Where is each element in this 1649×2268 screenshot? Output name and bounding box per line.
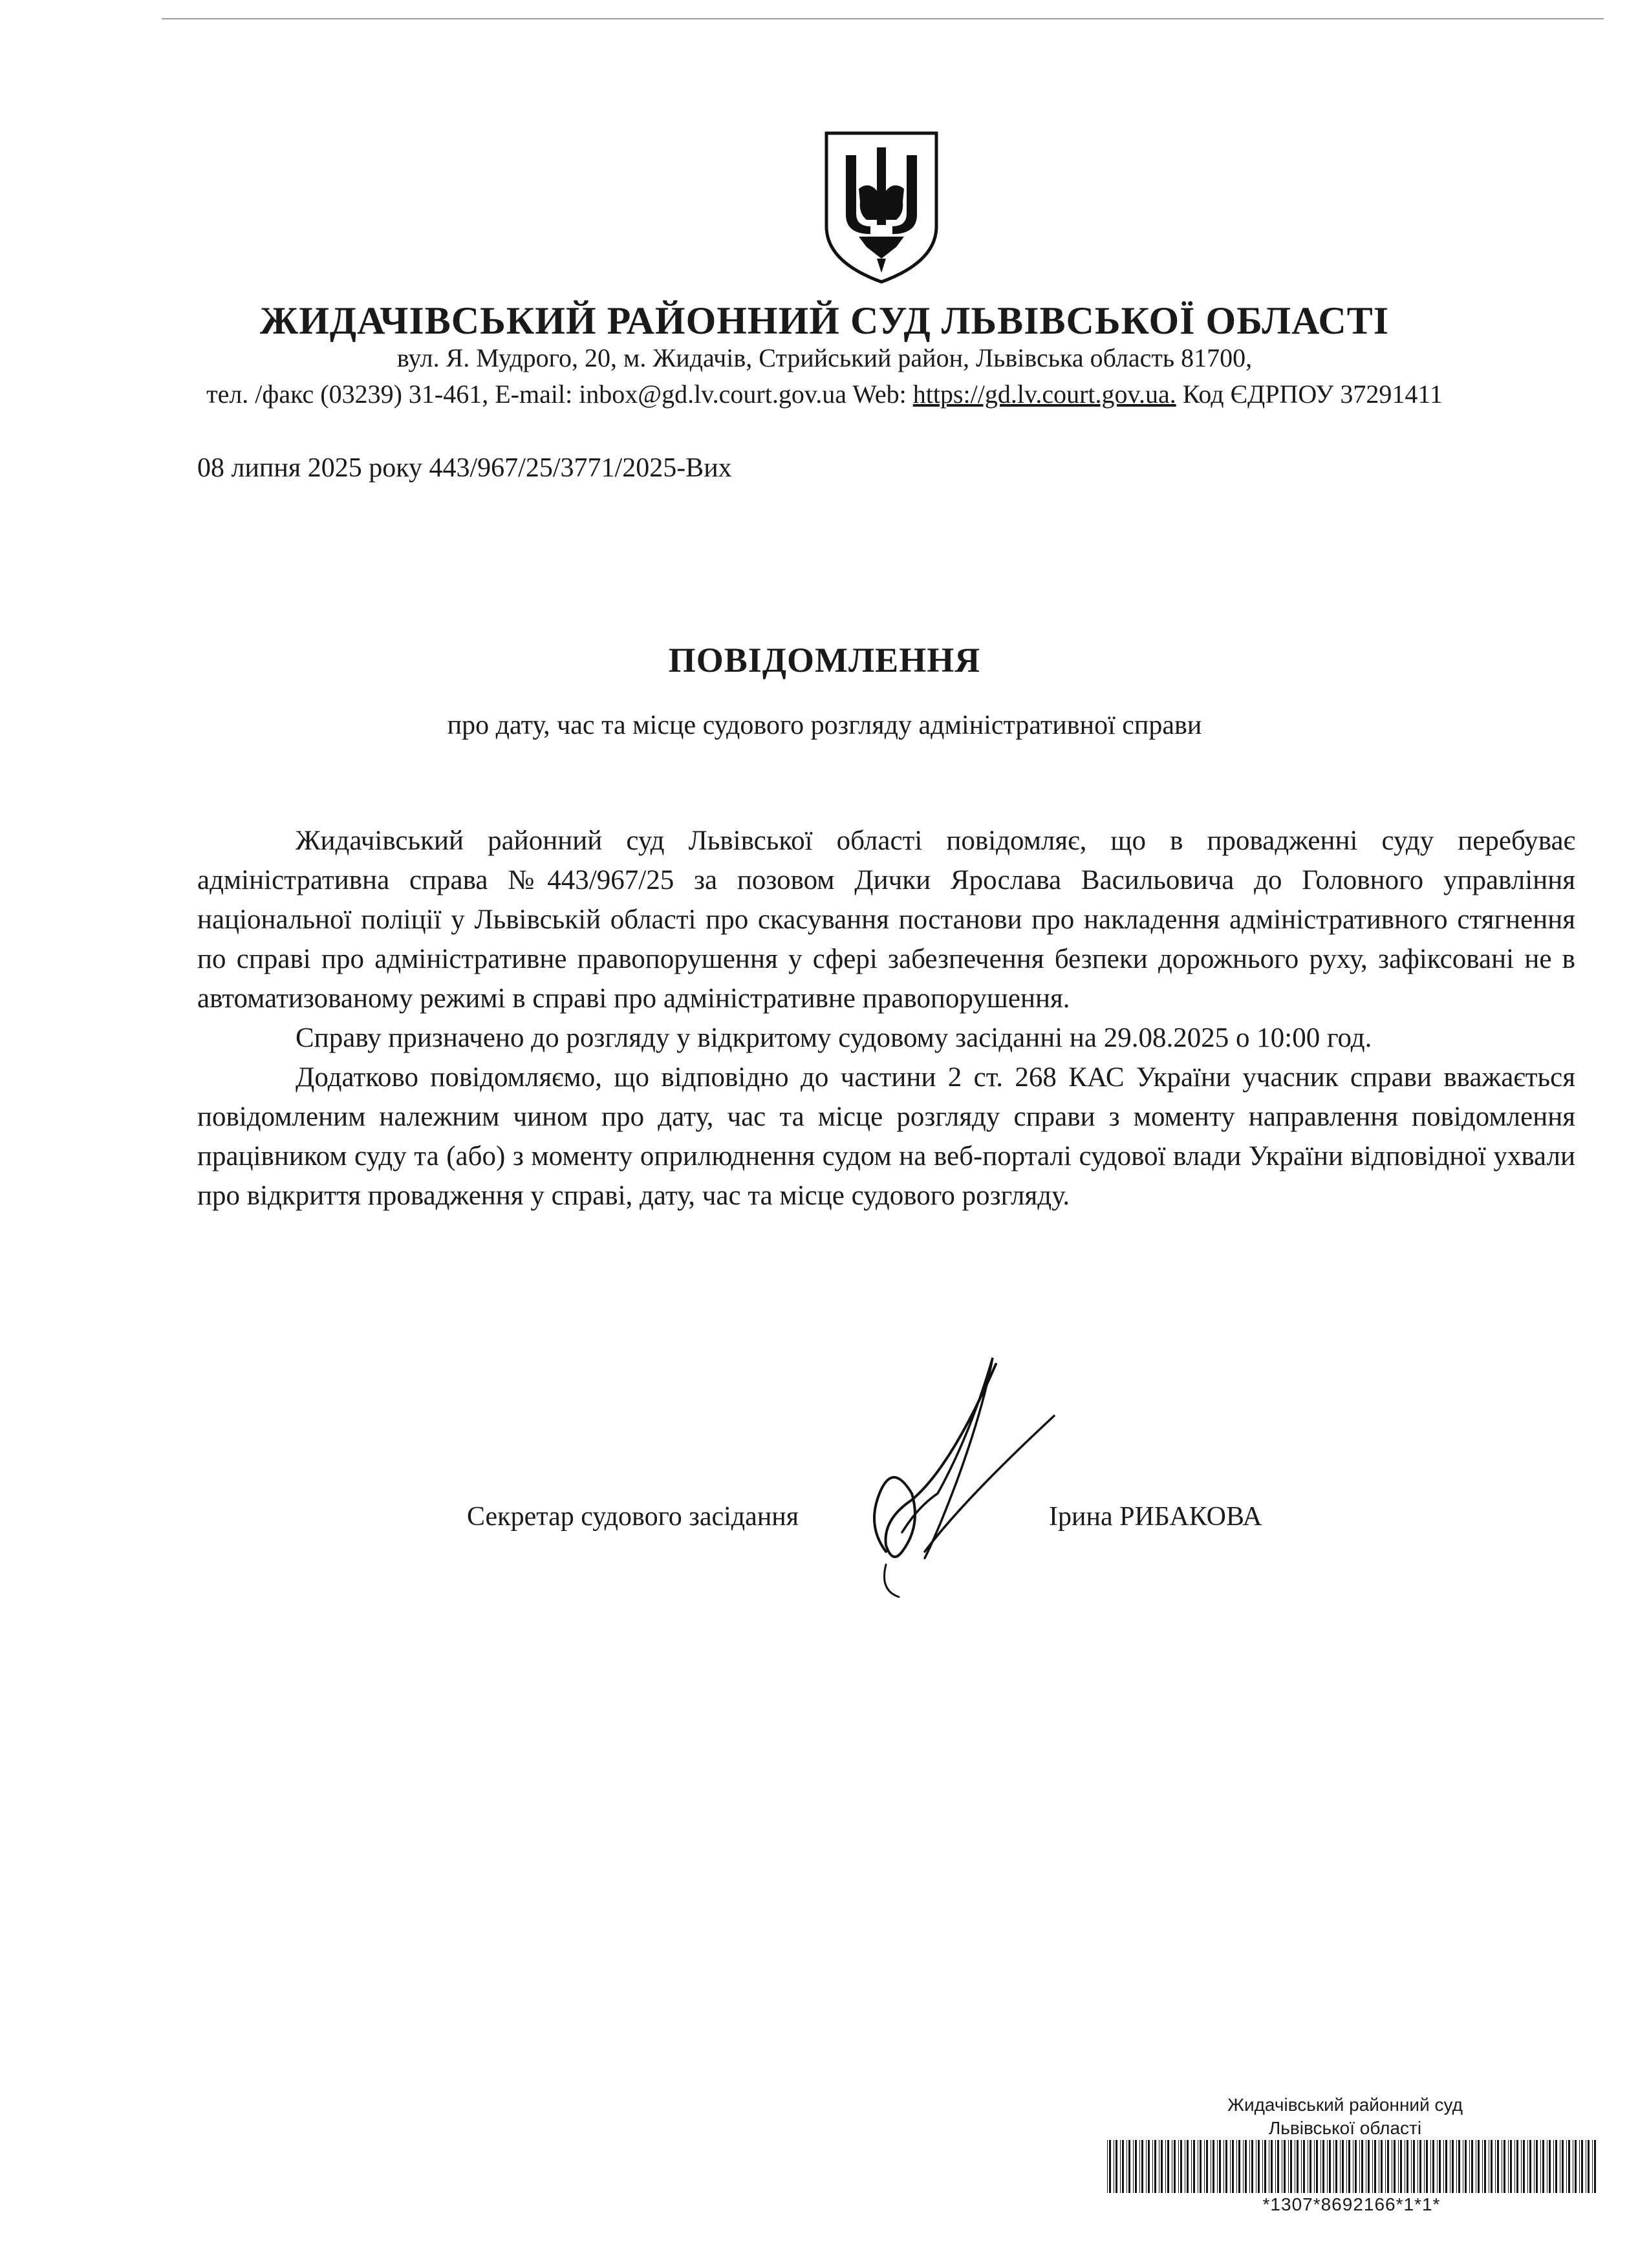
barcode-bar [1549,2140,1551,2193]
barcode-bar [1411,2140,1412,2193]
contacts-phone-email: тел. /факс (03239) 31-461, E-mail: inbox@gd.lv.court.gov.ua Web: [206,380,913,409]
barcode-bar [1588,2140,1590,2193]
barcode-bar [1387,2140,1389,2193]
barcode-bar [1579,2140,1580,2193]
barcode-bar [1469,2140,1470,2193]
barcode-bar [1348,2140,1350,2193]
barcode-bar [1238,2140,1240,2193]
stamp-court-name: Жидачівський районний суд [1227,2095,1463,2115]
barcode-bar [1316,2140,1318,2193]
barcode-bar [1204,2140,1205,2193]
court-name: ЖИДАЧІВСЬКИЙ РАЙОННИЙ СУД ЛЬВІВСЬКОЇ ОБЛАСТІ [259,299,1390,342]
barcode-bar [1133,2140,1134,2193]
barcode-bar [1359,2140,1360,2193]
barcode-bar [1437,2140,1438,2193]
barcode-bar [1575,2140,1577,2193]
barcode-bar [1555,2140,1557,2193]
barcode-bar [1301,2140,1302,2193]
barcode-bar [1200,2140,1202,2193]
barcode-bar [1417,2140,1418,2193]
barcode-bar [1478,2140,1480,2193]
barcode-bar [1310,2140,1311,2193]
barcode-bar [1553,2140,1554,2193]
document-subtitle: про дату, час та місце судового розгляду адміністративної справи [447,711,1202,740]
barcode-bar [1284,2140,1286,2193]
barcode-bar [1439,2140,1441,2193]
barcode-bar [1232,2140,1234,2193]
barcode-bar [1503,2140,1505,2193]
barcode-bar [1514,2140,1515,2193]
barcode-bar [1303,2140,1305,2193]
barcode-bar [1219,2140,1221,2193]
barcode-bar [1398,2140,1399,2193]
barcode-bar [1217,2140,1218,2193]
barcode-bar [1107,2140,1108,2193]
stamp-region: Львівської області [1268,2118,1422,2138]
barcode-bar [1568,2140,1570,2193]
barcode-bar [1443,2140,1444,2193]
barcode-bar [1245,2140,1247,2193]
barcode-bar [1120,2140,1121,2193]
barcode-bar [1146,2140,1147,2193]
barcode-bar [1180,2140,1182,2193]
barcode-bar [1594,2140,1596,2193]
barcode-bar [1394,2140,1396,2193]
signer-role: Секретар судового засідання [467,1502,799,1532]
contacts-edrpou-code: Код ЄДРПОУ 37291411 [1176,380,1443,409]
barcode-bar [1109,2140,1111,2193]
barcode-bar [1275,2140,1276,2193]
barcode-bar [1372,2140,1373,2193]
barcode-bar [1508,2140,1509,2193]
barcode-bar [1262,2140,1263,2193]
barcode-bar [1116,2140,1117,2193]
barcode-bar [1426,2140,1428,2193]
court-website-link[interactable]: https://gd.lv.court.gov.ua. [912,380,1176,409]
barcode-bar [1139,2140,1140,2193]
barcode-bar [1471,2140,1473,2193]
barcode-bar [1174,2140,1176,2193]
barcode-bar [1290,2140,1292,2193]
barcode-bar [1495,2140,1496,2193]
court-contacts [0,379,1649,409]
barcode-bar [1340,2140,1341,2193]
barcode-bar [1465,2140,1467,2193]
document-title: ПОВІДОМЛЕННЯ [668,641,981,679]
barcode-bar [1148,2140,1150,2193]
barcode-bar [1277,2140,1279,2193]
barcode-bar [1381,2140,1383,2193]
notice-body [197,821,1575,1215]
barcode-bar [1212,2140,1214,2193]
barcode-bar [1484,2140,1486,2193]
barcode-bar [1491,2140,1493,2193]
barcode-bar [1335,2140,1337,2193]
barcode-bar [1322,2140,1324,2193]
barcode-bar [1452,2140,1454,2193]
barcode-bar [1361,2140,1363,2193]
barcode-bar [1534,2140,1535,2193]
barcode-number: *1307*8692166*1*1* [1262,2194,1441,2214]
barcode-bar [1161,2140,1163,2193]
barcode-bar [1521,2140,1522,2193]
barcode-bar [1223,2140,1224,2193]
barcode-bar [1374,2140,1376,2193]
court-address: вул. Я. Мудрого, 20, м. Жидачів, Стрийський район, Львівська область 81700, [396,343,1253,372]
barcode-bar [1122,2140,1124,2193]
barcode-bar [1314,2140,1315,2193]
barcode-bar [1206,2140,1208,2193]
barcode-bar [1385,2140,1386,2193]
barcode-bar [1126,2140,1127,2193]
barcode-bar [1187,2140,1189,2193]
barcode-bar [1562,2140,1564,2193]
barcode-bar [1342,2140,1344,2193]
barcode-bar [1251,2140,1253,2193]
barcode-bar [1566,2140,1567,2193]
barcode-bar [1400,2140,1402,2193]
barcode-bar [1249,2140,1250,2193]
barcode-bar [1258,2140,1260,2193]
barcode-bar [1432,2140,1434,2193]
barcode-bar [1581,2140,1583,2193]
barcode-bar [1225,2140,1227,2193]
barcode-bar [1167,2140,1169,2193]
barcode-bar [1154,2140,1156,2193]
paragraph: Справу призначено до розгляду у відкритому судовому засіданні на 29.08.2025 о 10:00 год. [296,1023,1372,1053]
trident-coat-of-arms-icon [820,129,943,284]
barcode-bar [1482,2140,1483,2193]
barcode-bar [1297,2140,1299,2193]
barcode-bar [1497,2140,1499,2193]
barcode-bar [1346,2140,1347,2193]
handwritten-signature-icon [841,1338,1061,1610]
barcode-bar [1191,2140,1192,2193]
barcode-bar [1540,2140,1541,2193]
barcode-bar [1243,2140,1244,2193]
outgoing-reference: 08 липня 2025 року 443/967/25/3771/2025-Вих [197,453,732,483]
barcode-bar [1510,2140,1512,2193]
barcode-bar [1529,2140,1531,2193]
barcode-bar [1355,2140,1357,2193]
barcode-bar [1230,2140,1231,2193]
barcode-bar [1542,2140,1544,2193]
barcode-bar [1419,2140,1421,2193]
barcode-bar [1329,2140,1331,2193]
barcode-bar [1536,2140,1538,2193]
barcode-bar [1445,2140,1447,2193]
barcode-bar [1135,2140,1137,2193]
barcode-bar [1193,2140,1195,2193]
barcode-bar [1333,2140,1334,2193]
barcode-bar [1368,2140,1370,2193]
barcode-bar [1271,2140,1273,2193]
barcode-bar [1165,2140,1166,2193]
barcode-bar [1413,2140,1415,2193]
barcode-bar [1327,2140,1328,2193]
barcode-bar [1264,2140,1266,2193]
signer-name: Ірина РИБАКОВА [1049,1502,1262,1532]
barcode-bar [1236,2140,1237,2193]
barcode-bar [1523,2140,1525,2193]
barcode-bar [1424,2140,1425,2193]
barcode-bar [1456,2140,1457,2193]
barcode-bar [1320,2140,1321,2193]
barcode-bar [1141,2140,1143,2193]
scan-top-edge [162,17,1604,21]
barcode-bar [1527,2140,1528,2193]
barcode-bar [1128,2140,1130,2193]
barcode-bar [1430,2140,1431,2193]
paragraph: Жидачівський районний суд Львівської області повідомляє, що в провадженні суду перебуває адміністративна справа №443/967/25 за позовом Дички Ярослава Васильовича до Головного управління національної поліції у Львівській області про скасування постанови про накладення адміністративного стягнення по справі про адміністративне правопорушення у сфері забезпечення безпеки дорожнього руху, зафіксовані не в автоматизованому режимі в справі про адміністративне правопорушення. [197,826,1575,1014]
barcode-bar [1178,2140,1179,2193]
barcode-bar [1592,2140,1593,2193]
barcode-icon [1106,2140,1597,2193]
barcode-bar [1406,2140,1408,2193]
barcode-bar [1152,2140,1153,2193]
barcode-bar [1288,2140,1289,2193]
paragraph: Додатково повідомляємо, що відповідно до частини 2 ст. 268 КАС України учасник справи вважається повідомленим належним чином про дату, час та місце розгляду справи з моменту направлення повідомлення працівником суду та (або) з моменту оприлюднення судом на веб-порталі судової влади України відповідної ухвали про відкриття провадження у справі, дату, час та місце судового розгляду. [197,1062,1575,1211]
barcode-bar [1458,2140,1460,2193]
barcode-bar [1516,2140,1518,2193]
